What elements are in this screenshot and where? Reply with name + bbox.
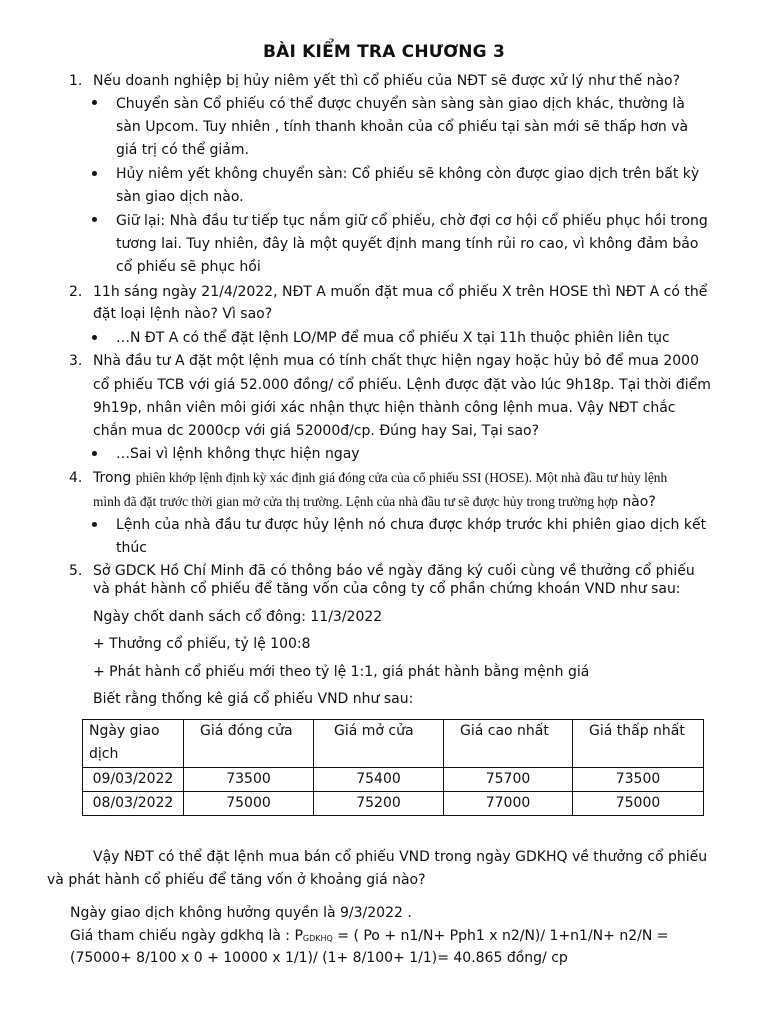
q1-answer-3-line-2: tương lai. Tuy nhiên, đây là một quyết định mang tính rủi ro cao, vì không đảm bảo (116, 236, 699, 252)
q4-answer-line-1: Lệnh của nhà đầu tư được hủy lệnh nó chưa được khớp trước khi phiên giao dịch kết (116, 517, 707, 533)
stats-intro: Biết rằng thống kê giá cổ phiếu VND như sau: (93, 691, 414, 707)
q1-answer-3-line-1: Giữ lại: Nhà đầu tư tiếp tục nắm giữ cổ phiếu, chờ đợi cơ hội cổ phiếu phục hồi trong (116, 213, 708, 229)
question-4-start: Trong (93, 470, 132, 486)
answer-5-line-1: Ngày giao dịch không hưởng quyền là 9/3/2022 . (70, 905, 412, 921)
price-table (82, 719, 704, 816)
q1-answer-1-line-2: sàn Upcom. Tuy nhiên , tính thanh khoản của cổ phiếu tại sàn mới sẽ thấp hơn và (116, 119, 689, 135)
table-cell: 09/03/2022 (83, 768, 184, 792)
table-cell: 75400 (314, 768, 444, 792)
table-cell: 75000 (184, 792, 314, 816)
question-5-line-1: Sở GDCK Hồ Chí Minh đã có thông báo về ngày đăng ký cuối cùng về thưởng cổ phiếu (93, 563, 695, 579)
answer-5-formula-end: = ( Po + n1/N+ Pph1 x n2/N)/ 1+n1/N+ n2/N = (332, 928, 669, 944)
record-date: Ngày chốt danh sách cổ đông: 11/3/2022 (93, 609, 383, 625)
table-cell: 75000 (573, 792, 704, 816)
question-number-2: 2. (69, 284, 83, 300)
question-number-3: 3. (69, 353, 83, 369)
table-cell: 08/03/2022 (83, 792, 184, 816)
table-cell: 77000 (444, 792, 573, 816)
q1-answer-2-line-1: Hủy niêm yết không chuyển sàn: Cổ phiếu sẽ không còn được giao dịch trên bất kỳ (116, 166, 700, 182)
answer-5-formula-start: Giá tham chiếu ngày gdkhq là : P (70, 928, 303, 944)
question-number-4: 4. (69, 470, 83, 486)
question-2-line-2: đặt loại lệnh nào? Vì sao? (93, 306, 273, 322)
table-header-cell: Giá đóng cửa (184, 720, 314, 768)
closing-question-line-2: và phát hành cổ phiếu để tăng vốn ở khoảng giá nào? (47, 872, 426, 888)
q3-answer: …Sai vì lệnh không thực hiện ngay (116, 446, 360, 462)
question-4-serif-2: mình đã đặt trước thời gian mở cửa thị trường. Lệnh của nhà đầu tư sẽ được hủy trong trường hợp (93, 494, 618, 509)
bonus-shares: + Thưởng cổ phiếu, tỷ lệ 100:8 (93, 636, 311, 652)
q1-answer-1-line-3: giá trị có thể giảm. (116, 142, 249, 158)
question-4-line-1 (93, 469, 667, 487)
question-5-line-2: và phát hành cổ phiếu để tăng vốn của công ty cổ phần chứng khoán VND như sau: (93, 581, 681, 597)
table-header-row (83, 720, 704, 768)
closing-question-line-1: Vậy NĐT có thể đặt lệnh mua bán cổ phiếu VND trong ngày GDKHQ về thưởng cổ phiếu (93, 849, 708, 865)
table-row (83, 768, 704, 792)
bullet-icon (92, 100, 97, 105)
question-4-serif-1: phiên khớp lệnh định kỳ xác định giá đóng cửa của cổ phiếu SSI (HOSE). Một nhà đầu tư hủy lệnh (135, 470, 668, 485)
share-issue: + Phát hành cổ phiếu mới theo tỷ lệ 1:1, giá phát hành bằng mệnh giá (93, 664, 590, 680)
question-2-line-1: 11h sáng ngày 21/4/2022, NĐT A muốn đặt mua cổ phiếu X trên HOSE thì NĐT A có thể (93, 284, 708, 300)
table-header-cell: Ngày giao dịch (83, 720, 184, 768)
table-cell: 75700 (444, 768, 573, 792)
question-3-line-2: cổ phiếu TCB với giá 52.000 đồng/ cổ phiếu. Lệnh được đặt vào lúc 9h18p. Tại thời điểm (93, 377, 711, 393)
q1-answer-2-line-2: sàn giao dịch nào. (116, 189, 244, 205)
question-4-line-2 (93, 493, 656, 511)
question-3-line-1: Nhà đầu tư A đặt một lệnh mua có tính chất thực hiện ngay hoặc hủy bỏ để mua 2000 (93, 353, 699, 369)
answer-5-line-2 (70, 927, 668, 948)
table-cell: 73500 (573, 768, 704, 792)
bullet-icon (92, 335, 97, 340)
table-header-cell: Giá mở cửa (314, 720, 444, 768)
bullet-icon (92, 217, 97, 222)
table-header-cell: Giá thấp nhất (573, 720, 704, 768)
q4-answer-line-2: thúc (116, 540, 147, 556)
q2-answer: …N ĐT A có thể đặt lệnh LO/MP để mua cổ phiếu X tại 11h thuộc phiên liên tục (116, 330, 670, 346)
page-title: BÀI KIỂM TRA CHƯƠNG 3 (263, 42, 505, 62)
bullet-icon (92, 451, 97, 456)
table-cell: 75200 (314, 792, 444, 816)
q1-answer-1-line-1: Chuyển sàn Cổ phiếu có thể được chuyển sàn sàng sàn giao dịch khác, thường là (116, 96, 685, 112)
question-3-line-3: 9h19p, nhân viên môi giới xác nhận thực hiện thành công lệnh mua. Vậy NĐT chắc (93, 400, 676, 416)
question-1-text: Nếu doanh nghiệp bị hủy niêm yết thì cổ phiếu của NĐT sẽ được xử lý như thế nào? (93, 73, 681, 89)
question-3-line-4: chắn mua dc 2000cp với giá 52000đ/cp. Đúng hay Sai, Tại sao? (93, 423, 540, 439)
answer-5-formula-subscript: GDKHQ (302, 934, 333, 943)
answer-5-line-3: (75000+ 8/100 x 0 + 10000 x 1/1)/ (1+ 8/100+ 1/1)= 40.865 đồng/ cp (70, 950, 568, 966)
question-4-end: nào? (622, 494, 656, 510)
table-row (83, 792, 704, 816)
question-number-5: 5. (69, 563, 83, 579)
q1-answer-3-line-3: cổ phiếu sẽ phục hồi (116, 259, 261, 275)
question-number-1: 1. (69, 73, 83, 89)
table-header-cell: Giá cao nhất (444, 720, 573, 768)
table-cell: 73500 (184, 768, 314, 792)
bullet-icon (92, 522, 97, 527)
bullet-icon (92, 171, 97, 176)
